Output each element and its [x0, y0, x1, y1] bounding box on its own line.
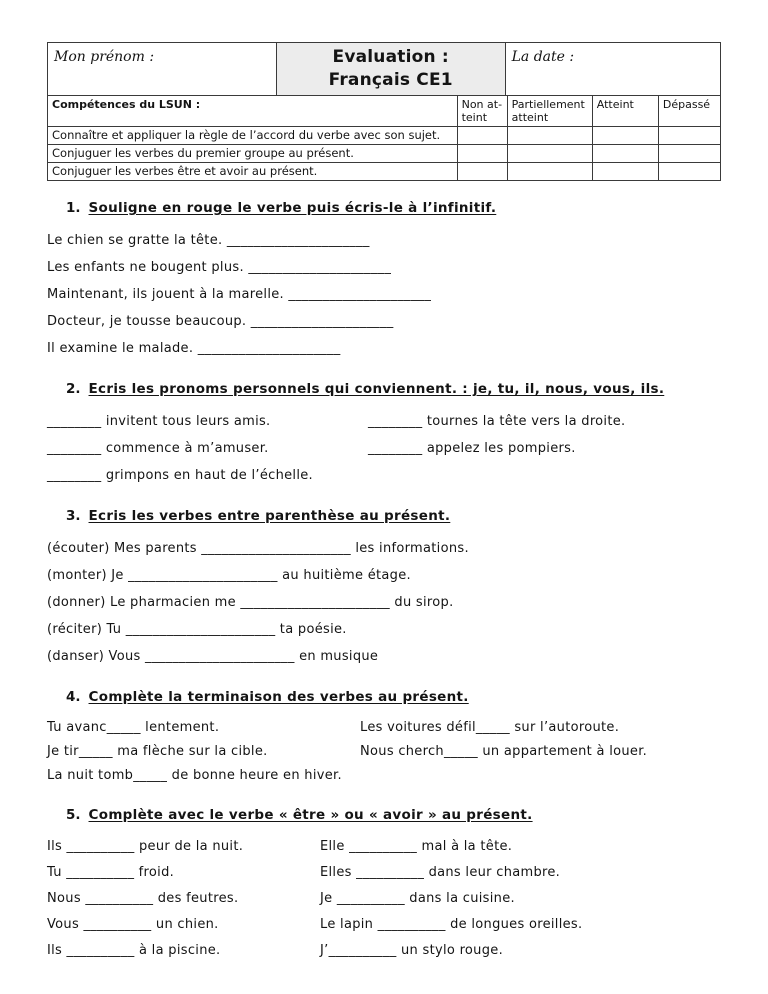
exercise-number: 2. — [66, 381, 81, 397]
sentence-row — [47, 716, 721, 740]
sentence-line: ________ commence à m’amuser. — [47, 441, 269, 456]
header-table — [47, 42, 721, 96]
assessment-cell — [658, 145, 720, 163]
sentence-line: Il examine le malade. _____________________ — [47, 341, 341, 356]
sentence-line: (monter) Je ______________________ au huitième étage. — [47, 568, 411, 583]
sentence-line: (écouter) Mes parents ______________________ les informations. — [47, 541, 469, 556]
sentence-row — [47, 764, 721, 788]
assessment-cell — [457, 127, 507, 145]
sentence-row — [47, 462, 721, 489]
sentence-line: ________ grimpons en haut de l’échelle. — [47, 468, 313, 483]
exercise-title: Complète la terminaison des verbes au présent. — [88, 689, 469, 705]
date-label: La date : — [511, 49, 575, 65]
exercise-heading — [66, 198, 721, 218]
exercise-section-5 — [47, 805, 721, 964]
column-header-depasse: Dépassé — [658, 96, 720, 127]
exercise-title: Complète avec le verbe « être » ou « avoir » au présent. — [88, 807, 533, 823]
sentence-line — [360, 764, 721, 788]
sentence-line: ________ tournes la tête vers la droite. — [368, 414, 626, 429]
sentence-line: Vous __________ un chien. — [47, 917, 219, 932]
exercise-number: 3. — [66, 508, 81, 524]
sentence-line: Les enfants ne bougent plus. _____________________ — [47, 260, 392, 275]
sentence-line: (danser) Vous ______________________ en musique — [47, 649, 379, 664]
exercise-section-1 — [47, 198, 721, 362]
sentence-line: Les voitures défil_____ sur l’autoroute. — [360, 720, 620, 735]
exercise-number: 4. — [66, 689, 81, 705]
sentence-row — [47, 435, 721, 462]
exercise-number: 1. — [66, 200, 81, 216]
assessment-cell — [507, 127, 592, 145]
sentence-line: Docteur, je tousse beaucoup. _____________________ — [47, 314, 394, 329]
sentence-line: (réciter) Tu ______________________ ta poésie. — [47, 622, 347, 637]
competences-table — [47, 95, 721, 181]
sentence-line: Elles __________ dans leur chambre. — [320, 865, 561, 880]
exercise-title: Souligne en rouge le verbe puis écris-le à l’infinitif. — [88, 200, 497, 216]
sentence-line: Le lapin __________ de longues oreilles. — [320, 917, 583, 932]
exercise-title: Ecris les verbes entre parenthèse au présent. — [88, 508, 451, 524]
column-header-atteint: Atteint — [592, 96, 658, 127]
sentence-line: Le chien se gratte la tête. _____________________ — [47, 233, 370, 248]
exercise-heading — [66, 379, 721, 399]
name-cell — [48, 43, 277, 96]
sentence-line: Ils __________ à la piscine. — [47, 943, 221, 958]
assessment-cell — [457, 163, 507, 181]
competences-header: Compétences du LSUN : — [48, 96, 458, 127]
sentence-line: Ils __________ peur de la nuit. — [47, 839, 244, 854]
sentence-line: Je __________ dans la cuisine. — [320, 891, 515, 906]
sentence-row — [47, 860, 721, 886]
competence-label: Conjuguer les verbes du premier groupe au présent. — [48, 145, 458, 163]
sentence-line: Je tir_____ ma flèche sur la cible. — [47, 744, 268, 759]
worksheet-title — [276, 43, 505, 96]
date-cell — [505, 43, 720, 96]
sentence-row — [47, 938, 721, 964]
competence-row — [48, 127, 721, 145]
sentence-row — [47, 912, 721, 938]
assessment-cell — [507, 163, 592, 181]
competence-row — [48, 145, 721, 163]
sentence-line: Elle __________ mal à la tête. — [320, 839, 513, 854]
exercise-heading — [66, 805, 721, 825]
sentence-line — [368, 462, 721, 489]
assessment-cell — [457, 145, 507, 163]
exercise-section-4 — [47, 687, 721, 788]
sentence-line: (donner) Le pharmacien me ______________________ du sirop. — [47, 595, 454, 610]
competence-label: Conjuguer les verbes être et avoir au présent. — [48, 163, 458, 181]
assessment-cell — [592, 163, 658, 181]
assessment-cell — [592, 127, 658, 145]
name-label: Mon prénom : — [54, 49, 155, 65]
exercise-number: 5. — [66, 807, 81, 823]
exercise-section-3 — [47, 506, 721, 670]
column-header-partiellement: Partiellement atteint — [507, 96, 592, 127]
exercise-section-2 — [47, 379, 721, 489]
exercise-heading — [66, 506, 721, 526]
competence-label: Connaître et appliquer la règle de l’accord du verbe avec son sujet. — [48, 127, 458, 145]
sentence-line: La nuit tomb_____ de bonne heure en hiver. — [47, 768, 342, 783]
sentence-row — [47, 886, 721, 912]
assessment-cell — [592, 145, 658, 163]
sentence-line: Nous cherch_____ un appartement à louer. — [360, 744, 648, 759]
sentence-line: Nous __________ des feutres. — [47, 891, 239, 906]
sentence-line: Maintenant, ils jouent à la marelle. _____________________ — [47, 287, 432, 302]
sentence-row — [47, 408, 721, 435]
assessment-cell — [507, 145, 592, 163]
sentence-line: ________ invitent tous leurs amis. — [47, 414, 271, 429]
column-header-non-atteint: Non at-teint — [457, 96, 507, 127]
title-line-2: Français CE1 — [328, 70, 453, 90]
competence-row — [48, 163, 721, 181]
exercise-title: Ecris les pronoms personnels qui conviennent. : je, tu, il, nous, vous, ils. — [88, 381, 665, 397]
sentence-line: ________ appelez les pompiers. — [368, 441, 576, 456]
competences-header-row — [48, 96, 721, 127]
assessment-cell — [658, 163, 720, 181]
assessment-cell — [658, 127, 720, 145]
exercise-heading — [66, 687, 721, 707]
sentence-line: Tu __________ froid. — [47, 865, 175, 880]
title-line-1: Evaluation : — [332, 47, 449, 67]
sentence-line: J’__________ un stylo rouge. — [320, 943, 504, 958]
sentence-row — [47, 834, 721, 860]
sentence-line: Tu avanc_____ lentement. — [47, 720, 220, 735]
sentence-row — [47, 740, 721, 764]
